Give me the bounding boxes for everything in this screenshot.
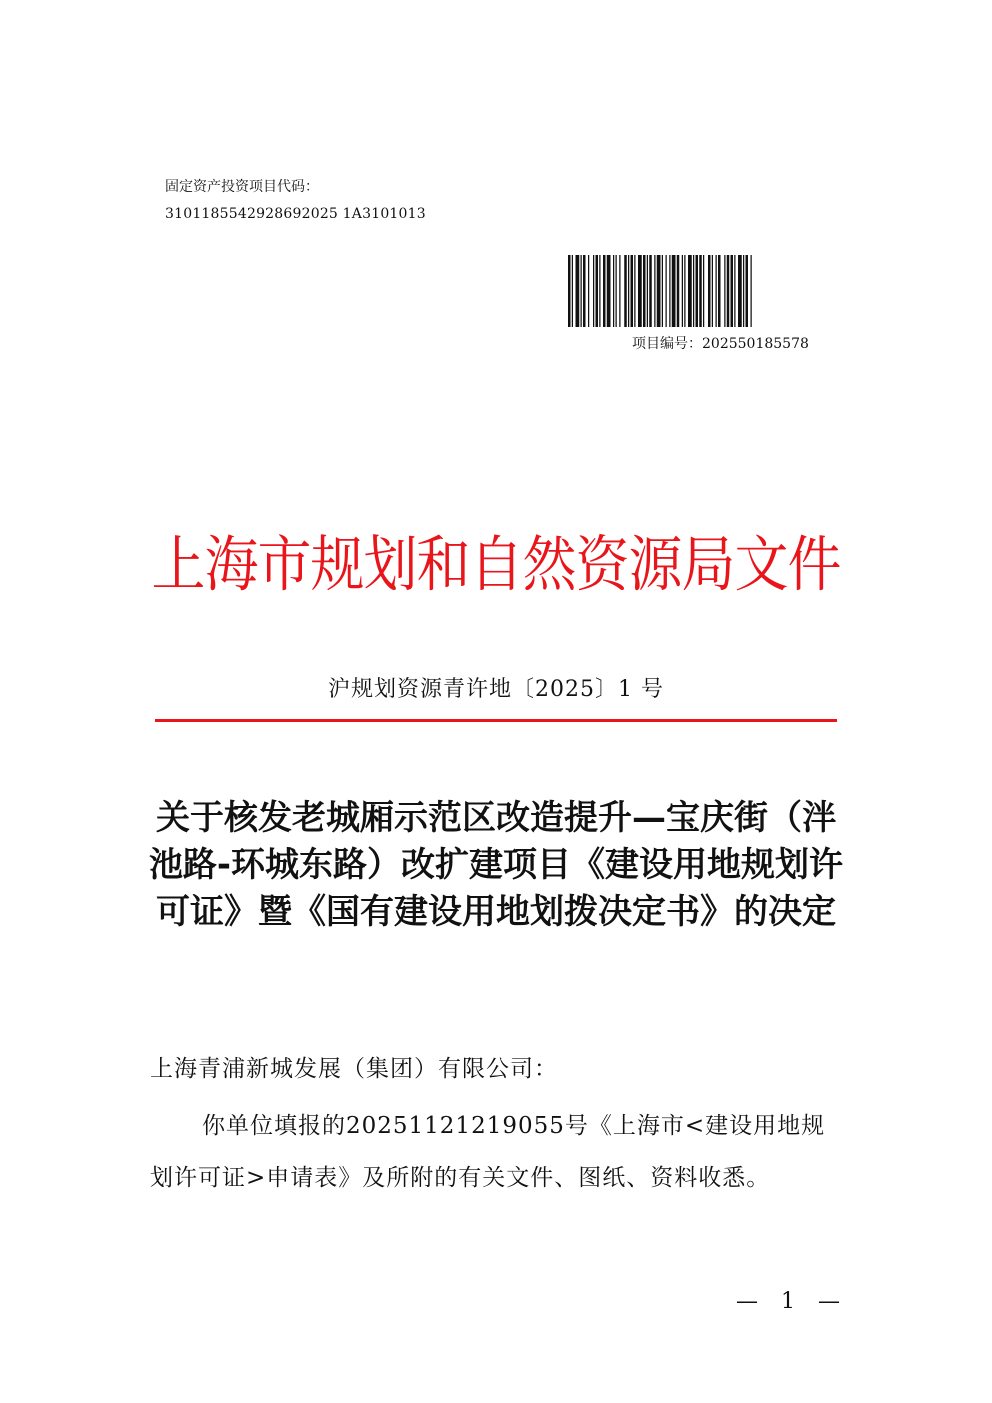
barcode-bar [657, 255, 661, 327]
page-number: — 1 — [736, 1289, 848, 1314]
barcode-bar [751, 255, 752, 327]
barcode-bar [662, 255, 663, 327]
barcode-bar [624, 255, 627, 327]
red-divider-line [155, 719, 837, 722]
barcode-bar [654, 255, 655, 327]
barcode-bar [677, 255, 680, 327]
barcode-bar [607, 255, 611, 327]
barcode-bar [666, 255, 667, 327]
barcode-bar [684, 255, 685, 327]
barcode-bar [738, 255, 742, 327]
barcode-bar [613, 255, 614, 327]
barcode-bar [616, 255, 617, 327]
barcode-bar [708, 255, 711, 327]
barcode-bar [576, 255, 580, 327]
document-number: 沪规划资源青许地〔2025〕1 号 [328, 677, 664, 702]
barcode-bar [734, 255, 735, 327]
barcode-bar [712, 255, 713, 327]
barcode-bar [643, 255, 646, 327]
body-paragraph: 你单位填报的20251121219055号《上海市<建设用地规划许可证>申请表》及所附的有关文件、图纸、资料收悉。 [150, 1113, 826, 1191]
barcode-bar [572, 255, 573, 327]
barcode-bar [731, 255, 734, 327]
barcode-bar [682, 255, 683, 327]
barcode-bar [647, 255, 648, 327]
barcode-bar [588, 255, 589, 327]
barcode-image [568, 255, 830, 327]
document-subject: 关于核发老城厢示范区改造提升—宝庆街（泮池路-环城东路）改扩建项目《建设用地规划许可证》暨《国有建设用地划拨决定书》的决定 [148, 798, 844, 932]
investment-code-value: 3101185542928692025 1A3101013 [165, 206, 426, 222]
barcode-bar [743, 255, 744, 327]
barcode-bar [703, 255, 704, 327]
barcode-bar [596, 255, 599, 327]
barcode-bar [568, 255, 571, 327]
barcode-bar [581, 255, 582, 327]
barcode-bar [716, 255, 717, 327]
investment-code-label: 固定资产投资项目代码： [165, 179, 319, 195]
barcode-bar [672, 255, 676, 327]
barcode-bar [638, 255, 642, 327]
addressee: 上海青浦新城发展（集团）有限公司： [150, 1056, 558, 1082]
barcode-bar [696, 255, 699, 327]
barcode-bar [628, 255, 629, 327]
header-title: 上海市规划和自然资源局文件 [151, 529, 841, 600]
barcode-bar [603, 255, 606, 327]
barcode-bar [727, 255, 730, 327]
barcode-bar [593, 255, 594, 327]
barcode-bar [634, 255, 635, 327]
barcode-bar [619, 255, 620, 327]
barcode-bar [718, 255, 721, 327]
barcode-bar [631, 255, 634, 327]
barcode-bar [699, 255, 702, 327]
barcode-bar [583, 255, 586, 327]
barcode-bar [599, 255, 600, 327]
barcode-bar [693, 255, 694, 327]
barcode-bar [669, 255, 670, 327]
barcode-bar [724, 255, 725, 327]
project-number: 项目编号：202550185578 [632, 336, 809, 352]
barcode-bar [688, 255, 692, 327]
barcode-bar [649, 255, 652, 327]
barcode-bar [746, 255, 749, 327]
